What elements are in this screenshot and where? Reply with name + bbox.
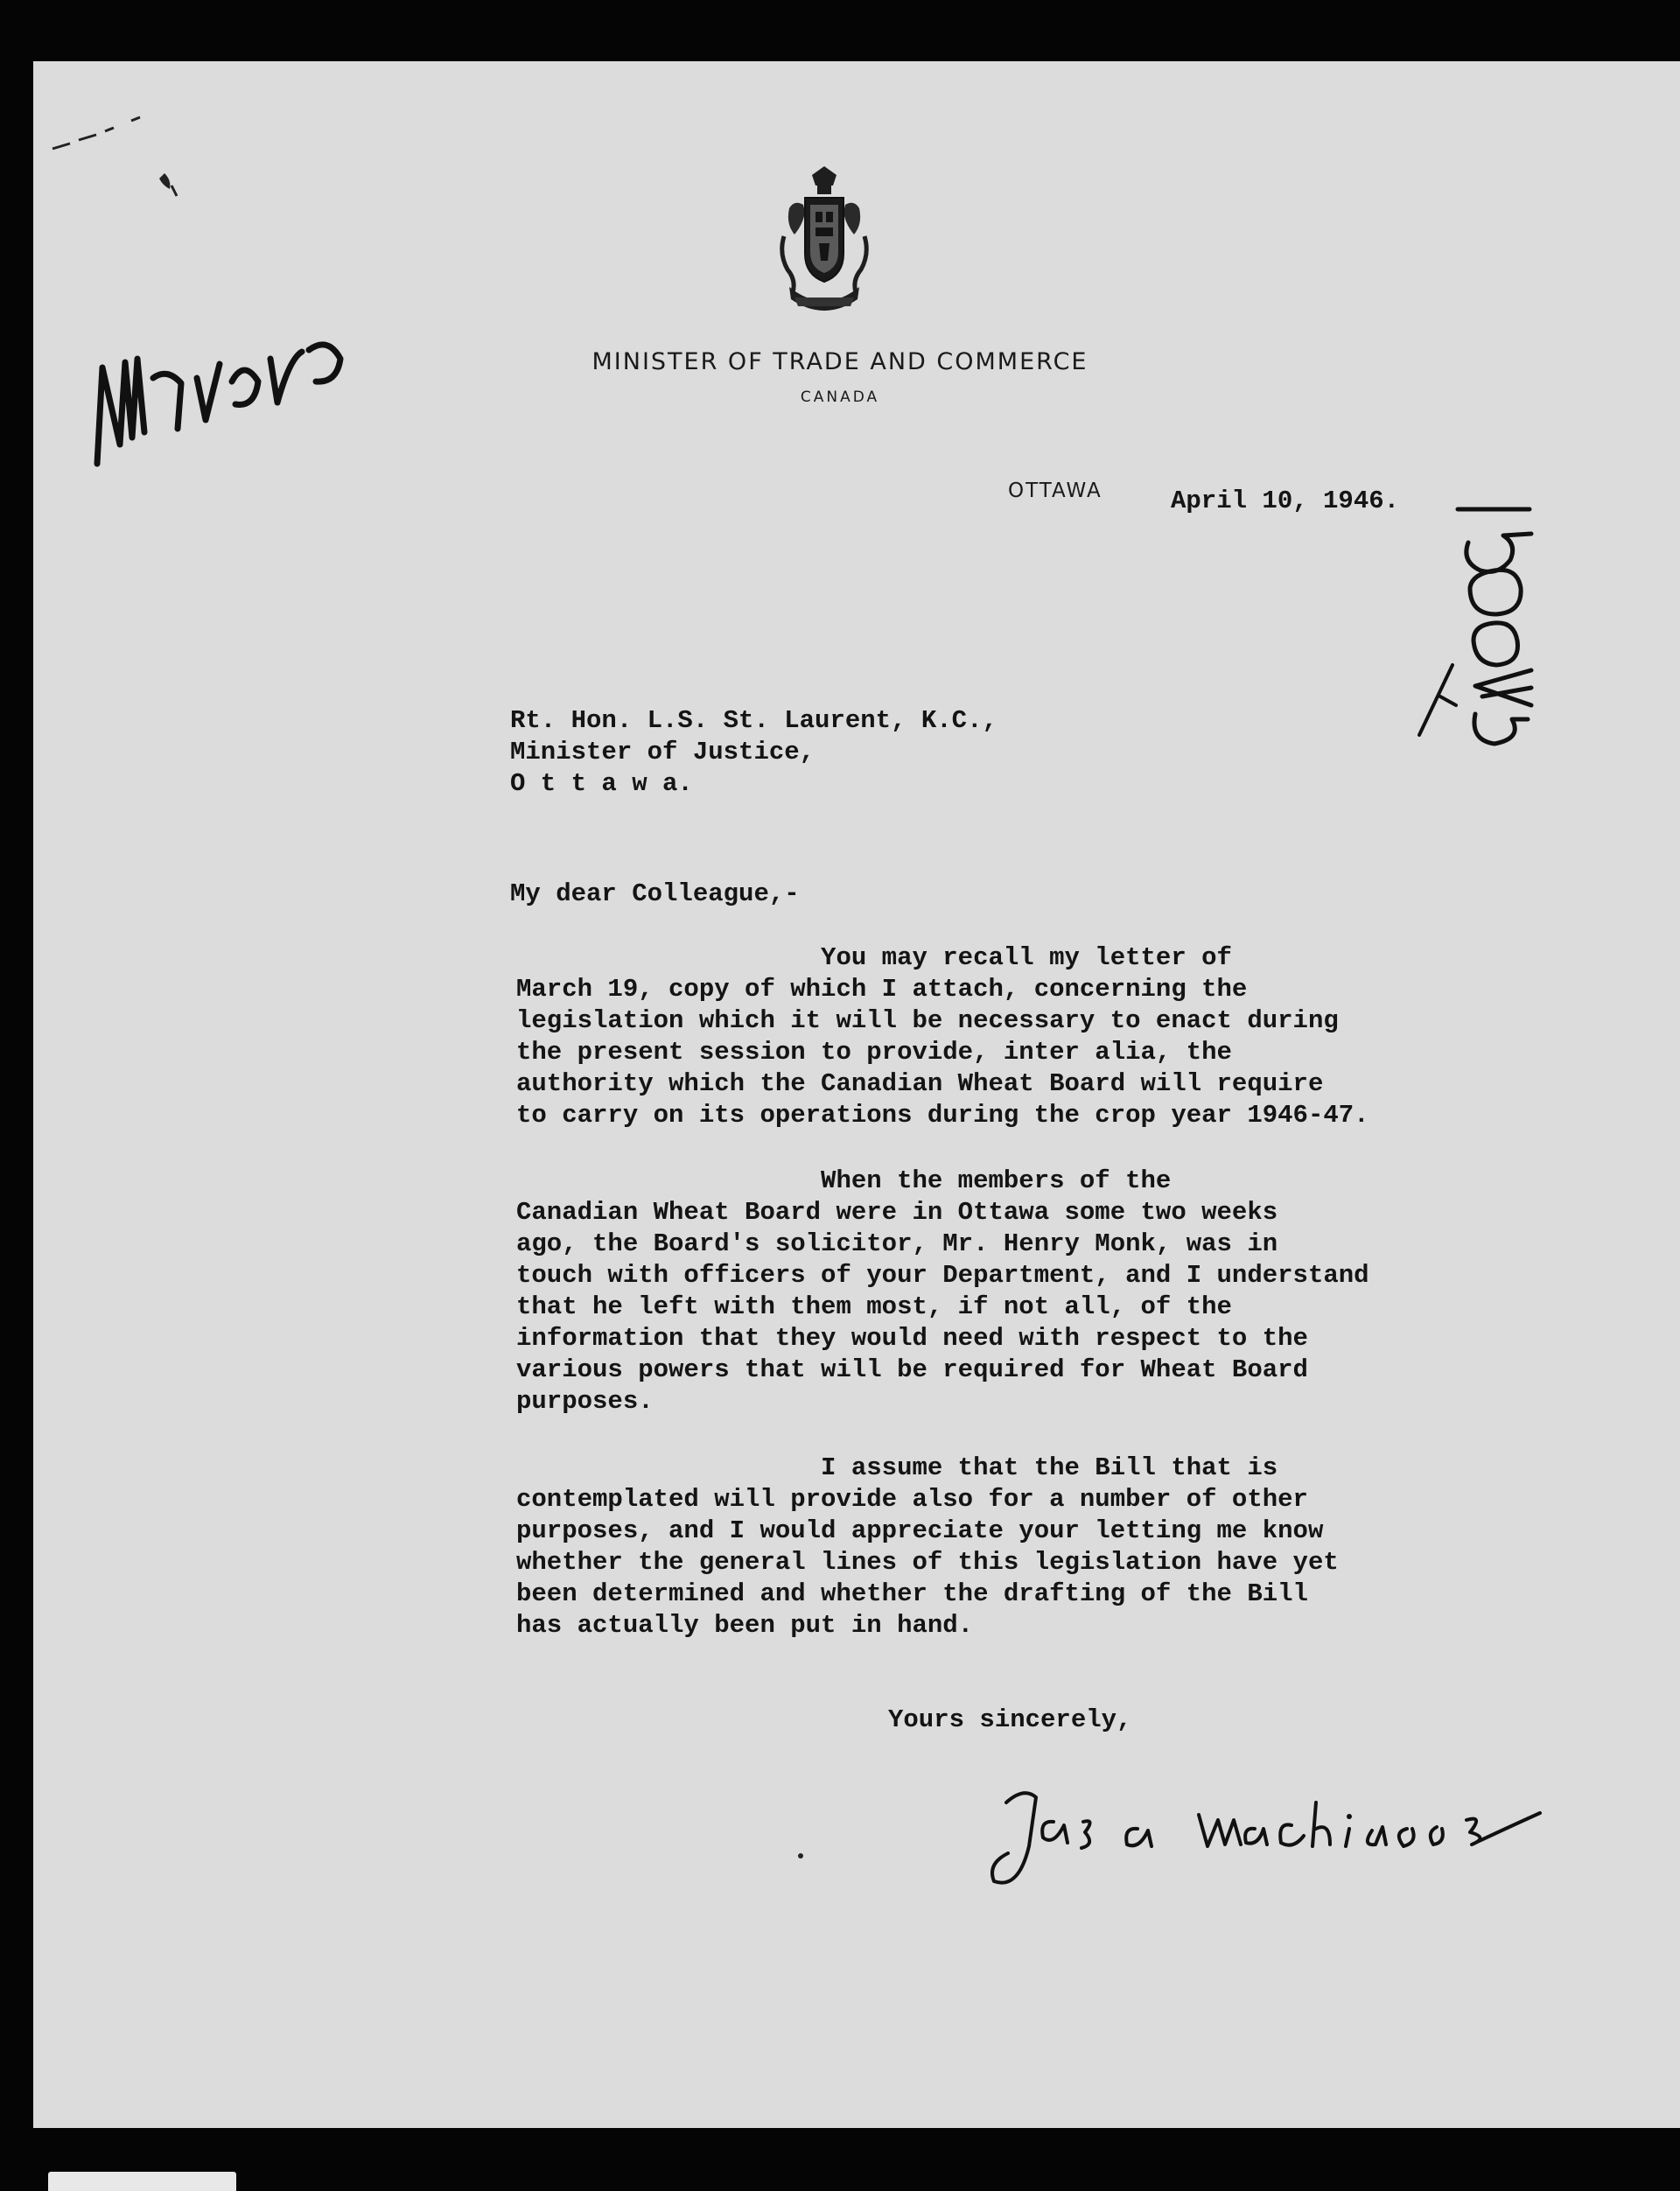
paragraph-line: contemplated will provide also for a number of other (516, 1485, 1308, 1514)
paragraph-line: purposes, and I would appreciate your letting me know (516, 1516, 1324, 1545)
paragraph-line: purposes. (516, 1387, 654, 1416)
dateline-place: OTTAWA (1008, 480, 1102, 502)
paragraph-line: been determined and whether the drafting of the Bill (516, 1579, 1308, 1608)
stray-ink-marks (44, 105, 201, 201)
paragraph-line: When the members of the (516, 1166, 1172, 1195)
paragraph-line: legislation which it will be necessary to enact during (516, 1006, 1339, 1035)
salutation: My dear Colleague,- (510, 879, 800, 908)
paragraph-line: ago, the Board's solicitor, Mr. Henry Monk, was in (516, 1229, 1278, 1258)
paragraph-line: authority which the Canadian Wheat Board will require (516, 1069, 1324, 1098)
ink-dot (798, 1853, 803, 1858)
paragraph-line: Canadian Wheat Board were in Ottawa some two weeks (516, 1198, 1278, 1227)
recipient-line: O t t a w a. (510, 769, 693, 798)
letter-date: April 10, 1946. (1171, 486, 1400, 515)
file-number-handwriting (1400, 490, 1549, 752)
paragraph-line: information that they would need with respect to the (516, 1324, 1308, 1353)
recipient-line: Rt. Hon. L.S. St. Laurent, K.C., (510, 706, 998, 735)
paragraph-line: the present session to provide, inter alia, the (516, 1038, 1232, 1067)
recipient-line: Minister of Justice, (510, 738, 816, 766)
letterhead-title: MINISTER OF TRADE AND COMMERCE (592, 348, 1088, 375)
signature-handwriting (945, 1741, 1592, 1899)
paragraph-line: various powers that will be required for Wheat Board (516, 1355, 1308, 1384)
paragraph-line: March 19, copy of which I attach, concerning the (516, 975, 1248, 1004)
coat-of-arms-emblem (777, 166, 872, 319)
paragraph-line: I assume that the Bill that is (516, 1453, 1278, 1482)
paragraph-line: that he left with them most, if not all, of the (516, 1292, 1232, 1321)
closing: Yours sincerely, (888, 1705, 1132, 1734)
marginal-note-handwriting (83, 298, 381, 481)
letterhead-country: CANADA (800, 388, 880, 406)
film-edge-label (48, 2172, 236, 2191)
paragraph-line: to carry on its operations during the crop year 1946-47. (516, 1101, 1369, 1130)
paragraph-line: You may recall my letter of (516, 943, 1232, 972)
paragraph-line: whether the general lines of this legislation have yet (516, 1548, 1339, 1577)
paragraph-line: touch with officers of your Department, and I understand (516, 1261, 1369, 1290)
paragraph-line: has actually been put in hand. (516, 1611, 974, 1640)
